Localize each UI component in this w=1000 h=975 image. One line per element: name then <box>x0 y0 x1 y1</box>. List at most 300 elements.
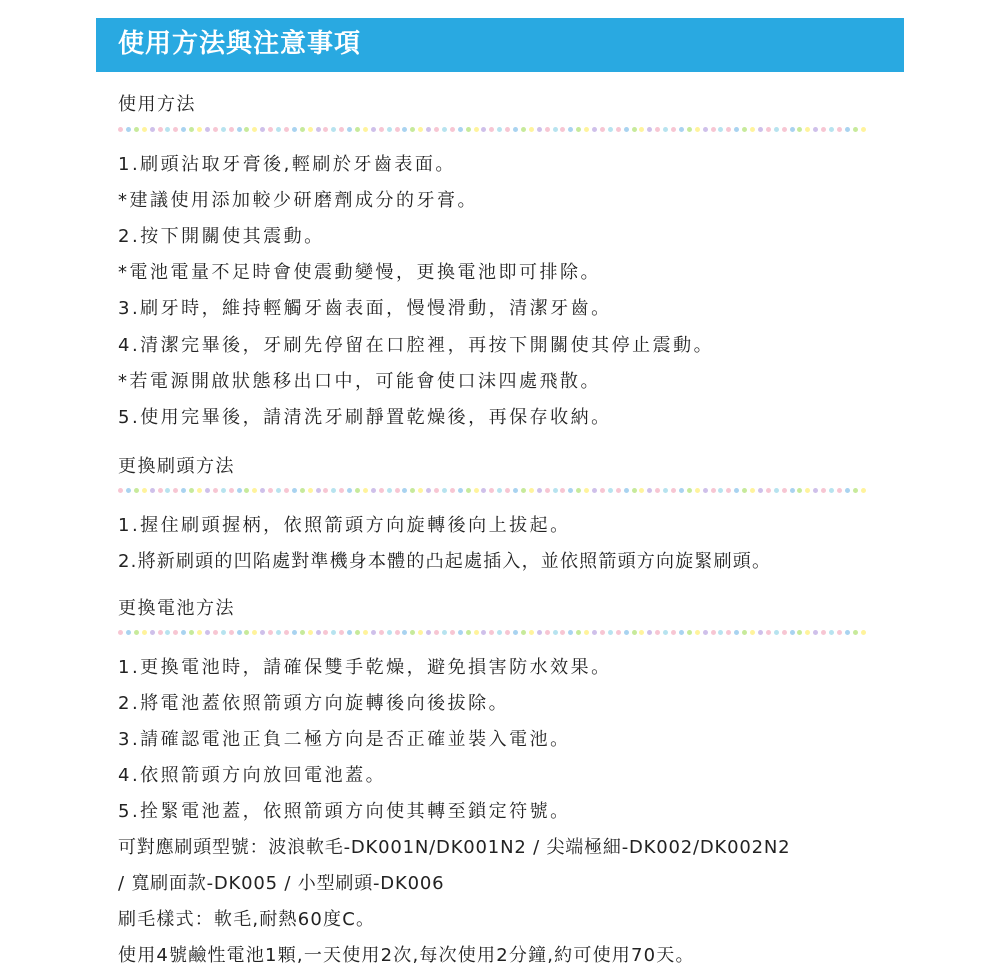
divider-dot <box>639 488 644 493</box>
divider-dot <box>647 630 652 635</box>
divider-dot <box>616 127 621 132</box>
divider-dot <box>647 488 652 493</box>
divider-dot <box>284 488 289 493</box>
divider-dot <box>434 127 439 132</box>
divider-dot <box>158 488 163 493</box>
divider-dot <box>229 127 234 132</box>
replace-battery-step-1: 1.更換電池時，請確保雙手乾燥，避免損害防水效果。 <box>118 657 612 678</box>
divider-dot <box>323 630 328 635</box>
divider-dot <box>134 488 139 493</box>
divider-dot <box>774 630 779 635</box>
divider-dot <box>663 630 668 635</box>
divider-dot <box>655 127 660 132</box>
divider-dot <box>718 127 723 132</box>
divider-dot <box>418 488 423 493</box>
divider-dot <box>861 630 866 635</box>
divider-dot <box>513 630 518 635</box>
divider-dot <box>142 488 147 493</box>
divider-dot <box>521 488 526 493</box>
divider-dot <box>742 127 747 132</box>
divider-dot <box>560 488 565 493</box>
divider-dot <box>584 630 589 635</box>
divider-dot <box>142 127 147 132</box>
divider-dot <box>624 127 629 132</box>
divider-dot <box>158 127 163 132</box>
divider-dot <box>821 127 826 132</box>
divider-dot <box>703 127 708 132</box>
divider-dot <box>418 127 423 132</box>
divider-dot <box>711 127 716 132</box>
divider-dot <box>805 488 810 493</box>
divider-dot <box>553 127 558 132</box>
divider-dot <box>308 127 313 132</box>
divider-dot <box>505 488 510 493</box>
divider-dot <box>805 127 810 132</box>
divider-dot <box>837 630 842 635</box>
divider-dot <box>592 127 597 132</box>
divider-dot <box>237 127 242 132</box>
divider-dot <box>268 630 273 635</box>
divider-dot <box>774 488 779 493</box>
divider-dot <box>395 488 400 493</box>
divider-dot <box>813 127 818 132</box>
divider-dot <box>576 630 581 635</box>
divider-dot <box>853 488 858 493</box>
divider-dot <box>189 488 194 493</box>
divider-dot <box>395 127 400 132</box>
divider-dot <box>418 630 423 635</box>
divider-dot <box>592 630 597 635</box>
replace-battery-step-2: 2.將電池蓋依照箭頭方向旋轉後向後拔除。 <box>118 693 510 714</box>
divider-dot <box>568 488 573 493</box>
divider-dot <box>379 630 384 635</box>
divider-dot <box>244 488 249 493</box>
divider-dot <box>513 488 518 493</box>
divider-dot <box>173 127 178 132</box>
divider-dot <box>347 488 352 493</box>
divider-dot <box>853 630 858 635</box>
divider-dot <box>718 630 723 635</box>
divider-dot <box>474 630 479 635</box>
divider-dot <box>671 630 676 635</box>
divider-dot <box>292 488 297 493</box>
divider-dot <box>292 127 297 132</box>
divider-dot <box>434 488 439 493</box>
divider-dot <box>853 127 858 132</box>
divider-dot <box>363 127 368 132</box>
divider-dot <box>371 488 376 493</box>
divider-dot <box>189 127 194 132</box>
divider-dot <box>339 127 344 132</box>
divider-dot <box>782 488 787 493</box>
divider-dot <box>608 630 613 635</box>
divider-dot <box>663 488 668 493</box>
divider-dot <box>165 488 170 493</box>
divider-dot <box>260 127 265 132</box>
divider-dot <box>505 630 510 635</box>
divider-dot <box>790 630 795 635</box>
divider-dot <box>845 488 850 493</box>
divider-dot <box>387 127 392 132</box>
divider-dot <box>363 630 368 635</box>
divider-dot <box>268 127 273 132</box>
divider-dot <box>466 127 471 132</box>
compatible-models-line-2: / 寬刷面款-DK005 / 小型刷頭-DK006 <box>118 873 445 894</box>
divider-dot <box>323 127 328 132</box>
divider-dot <box>442 127 447 132</box>
divider-dot <box>371 127 376 132</box>
divider-dot <box>497 127 502 132</box>
divider-dot <box>497 488 502 493</box>
divider-dot <box>165 630 170 635</box>
usage-step-3: 3.刷牙時，維持輕觸牙齒表面，慢慢滑動，清潔牙齒。 <box>118 298 612 319</box>
divider-dot <box>695 630 700 635</box>
divider-dot <box>600 630 605 635</box>
divider-dot <box>173 488 178 493</box>
divider-dot <box>600 127 605 132</box>
section-title-replace-head: 更換刷頭方法 <box>118 456 235 477</box>
divider-dot <box>774 127 779 132</box>
usage-note-battery: *電池電量不足時會使震動變慢，更換電池即可排除。 <box>118 262 601 283</box>
divider-dot <box>726 127 731 132</box>
divider-dot <box>726 630 731 635</box>
divider-dot <box>276 488 281 493</box>
divider-dot <box>766 127 771 132</box>
divider-dot <box>268 488 273 493</box>
divider-dot <box>205 630 210 635</box>
divider-dot <box>679 127 684 132</box>
divider-dot <box>742 630 747 635</box>
divider-dot <box>316 127 321 132</box>
divider-dot <box>703 630 708 635</box>
divider-dot <box>695 488 700 493</box>
divider-dot <box>632 630 637 635</box>
divider-dot <box>197 488 202 493</box>
divider-dot <box>189 630 194 635</box>
divider-dot <box>608 127 613 132</box>
divider-dot <box>782 127 787 132</box>
section-title-replace-battery: 更換電池方法 <box>118 598 235 619</box>
divider-dot <box>379 488 384 493</box>
divider-dot <box>829 127 834 132</box>
section-title-usage: 使用方法 <box>118 94 196 115</box>
usage-step-4: 4.清潔完畢後，牙刷先停留在口腔裡，再按下開關使其停止震動。 <box>118 335 715 356</box>
divider-dot <box>355 127 360 132</box>
dotted-divider <box>118 127 870 133</box>
divider-dot <box>584 127 589 132</box>
page-title: 使用方法與注意事項 <box>118 29 362 59</box>
divider-dot <box>331 630 336 635</box>
divider-dot <box>711 630 716 635</box>
divider-dot <box>829 488 834 493</box>
divider-dot <box>252 488 257 493</box>
divider-dot <box>616 488 621 493</box>
divider-dot <box>355 488 360 493</box>
divider-dot <box>300 127 305 132</box>
divider-dot <box>229 630 234 635</box>
divider-dot <box>560 630 565 635</box>
divider-dot <box>687 630 692 635</box>
divider-dot <box>782 630 787 635</box>
divider-dot <box>553 630 558 635</box>
divider-dot <box>829 630 834 635</box>
divider-dot <box>584 488 589 493</box>
divider-dot <box>655 630 660 635</box>
divider-dot <box>624 488 629 493</box>
divider-dot <box>489 488 494 493</box>
divider-dot <box>126 630 131 635</box>
divider-dot <box>426 127 431 132</box>
divider-dot <box>624 630 629 635</box>
divider-dot <box>632 488 637 493</box>
divider-dot <box>237 488 242 493</box>
divider-dot <box>639 630 644 635</box>
divider-dot <box>845 127 850 132</box>
divider-dot <box>805 630 810 635</box>
divider-dot <box>466 630 471 635</box>
divider-dot <box>252 127 257 132</box>
divider-dot <box>142 630 147 635</box>
replace-battery-step-4: 4.依照箭頭方向放回電池蓋。 <box>118 765 387 786</box>
divider-dot <box>734 127 739 132</box>
divider-dot <box>402 127 407 132</box>
divider-dot <box>545 630 550 635</box>
divider-dot <box>813 488 818 493</box>
divider-dot <box>237 630 242 635</box>
divider-dot <box>165 127 170 132</box>
divider-dot <box>568 630 573 635</box>
divider-dot <box>442 488 447 493</box>
divider-dot <box>568 127 573 132</box>
divider-dot <box>410 630 415 635</box>
divider-dot <box>576 488 581 493</box>
divider-dot <box>632 127 637 132</box>
divider-dot <box>450 127 455 132</box>
divider-dot <box>616 630 621 635</box>
divider-dot <box>150 488 155 493</box>
divider-dot <box>726 488 731 493</box>
battery-info: 使用4號鹼性電池1顆,一天使用2次,每次使用2分鐘,約可使用70天。 <box>118 945 695 966</box>
divider-dot <box>695 127 700 132</box>
divider-dot <box>758 630 763 635</box>
divider-dot <box>647 127 652 132</box>
divider-dot <box>529 630 534 635</box>
divider-dot <box>529 127 534 132</box>
divider-dot <box>197 127 202 132</box>
divider-dot <box>845 630 850 635</box>
divider-dot <box>173 630 178 635</box>
divider-dot <box>474 127 479 132</box>
divider-dot <box>426 488 431 493</box>
divider-dot <box>766 630 771 635</box>
divider-dot <box>276 630 281 635</box>
divider-dot <box>718 488 723 493</box>
divider-dot <box>134 127 139 132</box>
divider-dot <box>505 127 510 132</box>
divider-dot <box>458 630 463 635</box>
divider-dot <box>537 630 542 635</box>
divider-dot <box>489 127 494 132</box>
divider-dot <box>126 127 131 132</box>
divider-dot <box>545 488 550 493</box>
divider-dot <box>671 127 676 132</box>
bristle-info: 刷毛樣式：軟毛,耐熱60度C。 <box>118 909 376 930</box>
divider-dot <box>213 127 218 132</box>
divider-dot <box>790 127 795 132</box>
divider-dot <box>679 488 684 493</box>
divider-dot <box>529 488 534 493</box>
divider-dot <box>758 127 763 132</box>
divider-dot <box>181 630 186 635</box>
divider-dot <box>576 127 581 132</box>
divider-dot <box>450 630 455 635</box>
divider-dot <box>489 630 494 635</box>
divider-dot <box>260 488 265 493</box>
divider-dot <box>221 488 226 493</box>
divider-dot <box>118 127 123 132</box>
divider-dot <box>284 630 289 635</box>
divider-dot <box>758 488 763 493</box>
divider-dot <box>355 630 360 635</box>
usage-step-5: 5.使用完畢後，請清洗牙刷靜置乾燥後，再保存收納。 <box>118 407 612 428</box>
divider-dot <box>466 488 471 493</box>
divider-dot <box>339 630 344 635</box>
divider-dot <box>205 127 210 132</box>
divider-dot <box>766 488 771 493</box>
divider-dot <box>703 488 708 493</box>
divider-dot <box>181 127 186 132</box>
divider-dot <box>481 630 486 635</box>
usage-note-toothpaste: *建議使用添加較少研磨劑成分的牙膏。 <box>118 190 478 211</box>
divider-dot <box>481 488 486 493</box>
divider-dot <box>861 488 866 493</box>
dotted-divider <box>118 630 870 636</box>
divider-dot <box>553 488 558 493</box>
divider-dot <box>671 488 676 493</box>
divider-dot <box>797 488 802 493</box>
divider-dot <box>426 630 431 635</box>
divider-dot <box>513 127 518 132</box>
divider-dot <box>197 630 202 635</box>
divider-dot <box>837 127 842 132</box>
usage-note-foam: *若電源開啟狀態移出口中，可能會使口沫四處飛散。 <box>118 371 601 392</box>
divider-dot <box>371 630 376 635</box>
divider-dot <box>655 488 660 493</box>
divider-dot <box>521 630 526 635</box>
divider-dot <box>134 630 139 635</box>
divider-dot <box>339 488 344 493</box>
divider-dot <box>797 630 802 635</box>
divider-dot <box>347 630 352 635</box>
divider-dot <box>308 488 313 493</box>
divider-dot <box>560 127 565 132</box>
divider-dot <box>331 488 336 493</box>
divider-dot <box>118 488 123 493</box>
divider-dot <box>126 488 131 493</box>
divider-dot <box>497 630 502 635</box>
divider-dot <box>481 127 486 132</box>
divider-dot <box>821 630 826 635</box>
divider-dot <box>150 127 155 132</box>
divider-dot <box>221 630 226 635</box>
divider-dot <box>537 488 542 493</box>
divider-dot <box>300 488 305 493</box>
divider-dot <box>442 630 447 635</box>
divider-dot <box>323 488 328 493</box>
divider-dot <box>205 488 210 493</box>
divider-dot <box>252 630 257 635</box>
divider-dot <box>600 488 605 493</box>
divider-dot <box>537 127 542 132</box>
divider-dot <box>750 630 755 635</box>
replace-battery-step-5: 5.拴緊電池蓋，依照箭頭方向使其轉至鎖定符號。 <box>118 801 571 822</box>
divider-dot <box>837 488 842 493</box>
divider-dot <box>687 127 692 132</box>
divider-dot <box>387 488 392 493</box>
divider-dot <box>734 630 739 635</box>
divider-dot <box>292 630 297 635</box>
divider-dot <box>450 488 455 493</box>
divider-dot <box>260 630 265 635</box>
divider-dot <box>379 127 384 132</box>
compatible-models-line-1: 可對應刷頭型號：波浪軟毛-DK001N/DK001N2 / 尖端極細-DK002/DK002N2 <box>118 837 791 858</box>
divider-dot <box>402 488 407 493</box>
divider-dot <box>742 488 747 493</box>
divider-dot <box>790 488 795 493</box>
divider-dot <box>284 127 289 132</box>
divider-dot <box>734 488 739 493</box>
divider-dot <box>679 630 684 635</box>
divider-dot <box>458 127 463 132</box>
divider-dot <box>300 630 305 635</box>
divider-dot <box>663 127 668 132</box>
divider-dot <box>410 127 415 132</box>
divider-dot <box>395 630 400 635</box>
divider-dot <box>797 127 802 132</box>
divider-dot <box>711 488 716 493</box>
divider-dot <box>687 488 692 493</box>
divider-dot <box>434 630 439 635</box>
divider-dot <box>244 127 249 132</box>
divider-dot <box>316 630 321 635</box>
divider-dot <box>545 127 550 132</box>
divider-dot <box>118 630 123 635</box>
divider-dot <box>181 488 186 493</box>
divider-dot <box>213 630 218 635</box>
header-banner <box>96 18 904 72</box>
divider-dot <box>347 127 352 132</box>
dotted-divider <box>118 488 870 494</box>
divider-dot <box>608 488 613 493</box>
divider-dot <box>750 488 755 493</box>
replace-head-step-1: 1.握住刷頭握柄，依照箭頭方向旋轉後向上拔起。 <box>118 515 571 536</box>
divider-dot <box>861 127 866 132</box>
divider-dot <box>276 127 281 132</box>
divider-dot <box>402 630 407 635</box>
divider-dot <box>474 488 479 493</box>
divider-dot <box>813 630 818 635</box>
divider-dot <box>592 488 597 493</box>
replace-battery-step-3: 3.請確認電池正負二極方向是否正確並裝入電池。 <box>118 729 571 750</box>
divider-dot <box>158 630 163 635</box>
divider-dot <box>244 630 249 635</box>
divider-dot <box>308 630 313 635</box>
replace-head-step-2: 2.將新刷頭的凹陷處對準機身本體的凸起處插入，並依照箭頭方向旋緊刷頭。 <box>118 551 772 572</box>
divider-dot <box>639 127 644 132</box>
usage-step-1: 1.刷頭沾取牙膏後,輕刷於牙齒表面。 <box>118 154 456 175</box>
divider-dot <box>221 127 226 132</box>
divider-dot <box>150 630 155 635</box>
